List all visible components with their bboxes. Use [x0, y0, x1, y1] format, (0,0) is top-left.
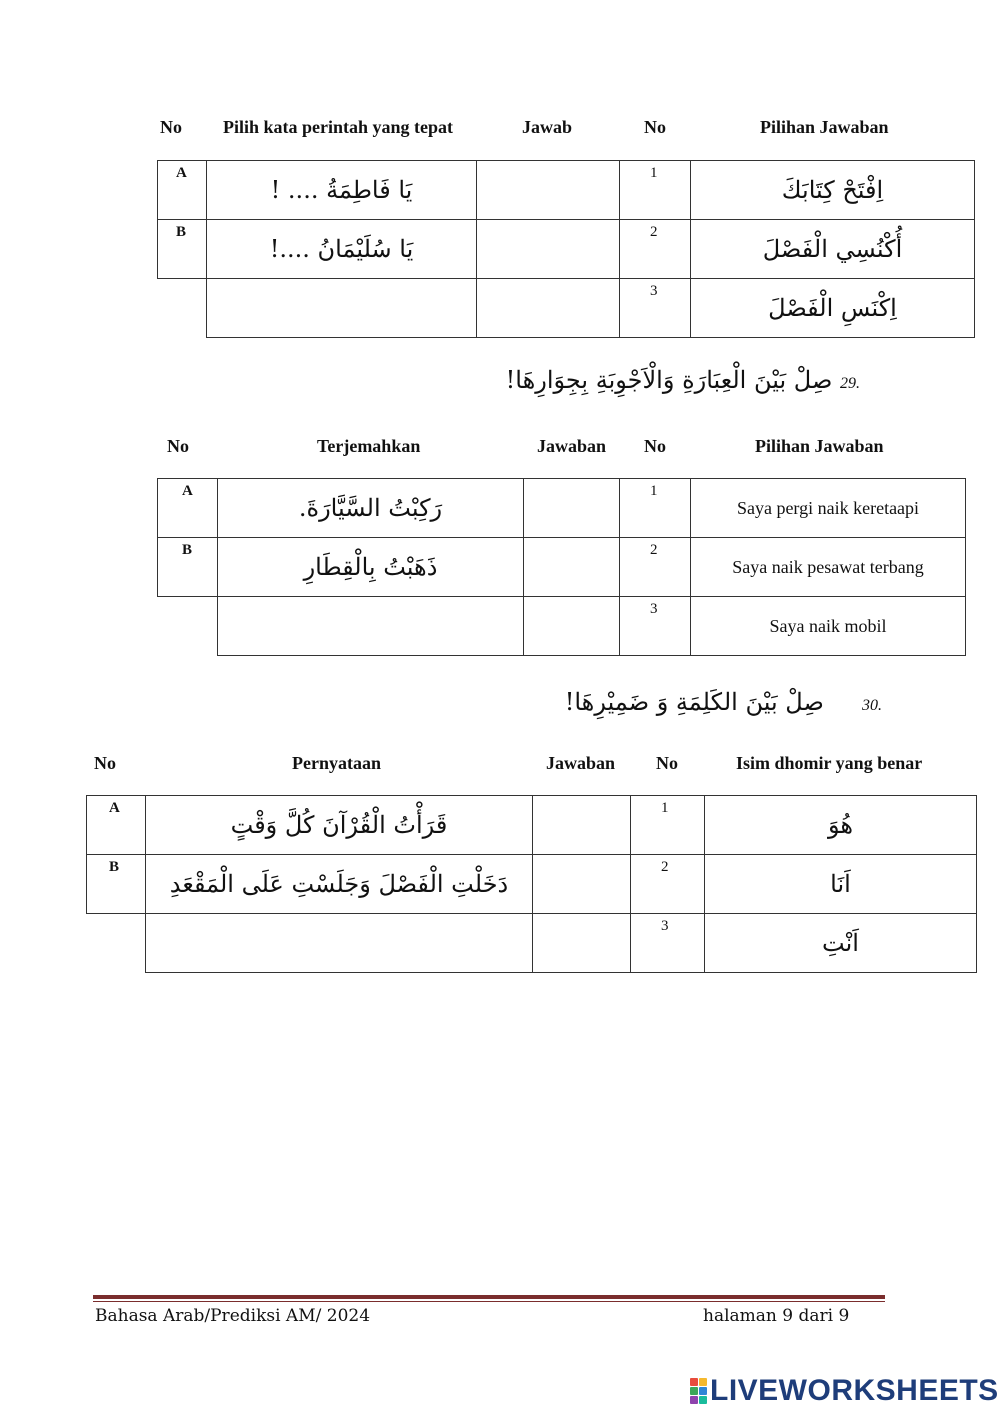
arabic-question: ذَهَبْتُ بِالْقِطَارِ — [303, 553, 438, 581]
answer-box[interactable] — [524, 479, 619, 537]
arabic-choice: أُكْنُسِي الْفَصْلَ — [762, 235, 903, 263]
table-row — [87, 796, 977, 855]
row-label: A — [182, 483, 193, 499]
s2-row-a-question-cell — [218, 479, 524, 538]
footer-divider — [93, 1295, 885, 1299]
choice-text: Saya naik mobil — [769, 615, 887, 636]
s3-instruction-text: صِلْ بَيْنَ الكَلِمَةِ وَ ضَمِيْرِهَا! — [564, 688, 824, 716]
s3-row-b-answer-field[interactable] — [533, 855, 631, 914]
s1-row-2-num-cell — [620, 220, 691, 279]
s2-row-a-label-cell — [158, 479, 218, 538]
s3-row-b-label-cell — [87, 855, 146, 914]
choice-number: 1 — [650, 165, 658, 181]
s2-row-3-choice-cell — [691, 597, 966, 656]
row-label: A — [176, 165, 187, 181]
s2-row-empty-question-cell — [218, 597, 524, 656]
choice-number: 3 — [650, 283, 658, 299]
row-label: A — [109, 800, 120, 816]
answer-box[interactable] — [533, 796, 630, 854]
s2-header-no2: No — [644, 436, 666, 456]
arabic-choice: اَنْتِ — [822, 929, 859, 957]
s2-row-2-num-cell — [620, 538, 691, 597]
s3-header-no: No — [94, 753, 116, 773]
s2-row-1-choice-cell — [691, 479, 966, 538]
s3-row-2-num-cell — [631, 855, 705, 914]
table-row — [87, 855, 977, 914]
s3-header-no2: No — [656, 753, 678, 773]
s2-row-b-question-cell — [218, 538, 524, 597]
table-row — [158, 220, 975, 279]
s1-header-question: Pilih kata perintah yang tepat — [223, 117, 454, 137]
s3-row-a-question-cell — [146, 796, 533, 855]
footer-page-number: halaman 9 dari 9 — [703, 1306, 850, 1326]
s3-header-choices: Isim dhomir yang benar — [736, 753, 923, 773]
s2-row-a-answer-field[interactable] — [524, 479, 620, 538]
logo-block — [699, 1396, 707, 1404]
logo-block — [699, 1387, 707, 1395]
s3-row-2-choice-cell — [705, 855, 977, 914]
s1-row-a-question-cell — [207, 161, 477, 220]
choice-number: 1 — [661, 800, 669, 816]
s1-row-a-label-cell — [158, 161, 207, 220]
s2-instruction — [506, 366, 860, 394]
table-row — [158, 538, 966, 597]
s2-question-number: .29 — [840, 375, 860, 392]
s1-row-b-question-cell — [207, 220, 477, 279]
s1-row-b-answer-field[interactable] — [477, 220, 620, 279]
s3-row-1-choice-cell — [705, 796, 977, 855]
s1-row-2-choice-cell — [691, 220, 975, 279]
s1-header-choices: Pilihan Jawaban — [760, 117, 889, 137]
row-label: B — [182, 542, 193, 558]
table-row — [158, 161, 975, 220]
arabic-choice: اَنَا — [830, 870, 851, 898]
row-label: B — [109, 859, 120, 875]
s1-row-empty-question-cell — [207, 279, 477, 338]
arabic-question: رَكِبْتُ السَّيَّارَةَ. — [298, 494, 443, 522]
choice-number: 3 — [661, 918, 669, 934]
s2-row-b-answer-field[interactable] — [524, 538, 620, 597]
choice-number: 2 — [650, 224, 658, 240]
s1-row-empty-answer-cell — [477, 279, 620, 338]
s3-row-3-choice-cell — [705, 914, 977, 973]
s3-row-empty-answer-cell — [533, 914, 631, 973]
s2-row-empty-answer-cell — [524, 597, 620, 656]
s2-row-3-num-cell — [620, 597, 691, 656]
logo-block — [690, 1387, 698, 1395]
s2-row-1-num-cell — [620, 479, 691, 538]
s2-row-empty-label-cell — [158, 597, 218, 656]
s3-row-a-label-cell — [87, 796, 146, 855]
choice-number: 1 — [650, 483, 658, 499]
choice-number: 2 — [650, 542, 658, 558]
logo-block — [690, 1396, 698, 1404]
s1-row-a-answer-field[interactable] — [477, 161, 620, 220]
s2-row-b-label-cell — [158, 538, 218, 597]
s3-question-number: .30 — [862, 697, 882, 714]
arabic-choice: هُوَ — [827, 811, 854, 839]
s2-header-question: Terjemahkan — [317, 436, 421, 456]
s1-row-3-num-cell — [620, 279, 691, 338]
s3-row-3-num-cell — [631, 914, 705, 973]
s1-row-3-choice-cell — [691, 279, 975, 338]
s2-row-2-choice-cell — [691, 538, 966, 597]
s1-row-empty-label-cell — [158, 279, 207, 338]
arabic-question: دَخَلْتِ الْفَصْلَ وَجَلَسْتِ عَلَى الْمَقْعَدِ — [169, 870, 509, 898]
choice-text: Saya pergi naik keretaapi — [736, 497, 920, 518]
table-row — [158, 597, 966, 656]
table-row — [158, 479, 966, 538]
logo-text: LIVEWORKSHEETS — [710, 1374, 999, 1407]
table-row — [87, 914, 977, 973]
logo-block — [690, 1378, 698, 1386]
arabic-question: يَا سُلَيْمَانُ ....! — [269, 235, 414, 263]
s2-header-no: No — [167, 436, 189, 456]
s3-header-question: Pernyataan — [292, 753, 381, 773]
answer-box[interactable] — [477, 220, 619, 278]
s3-row-a-answer-field[interactable] — [533, 796, 631, 855]
s2-header-answer: Jawaban — [537, 436, 607, 456]
logo-mark-icon — [690, 1378, 707, 1404]
s2-header-choices: Pilihan Jawaban — [755, 436, 884, 456]
choice-number: 3 — [650, 601, 658, 617]
s1-header-no: No — [160, 117, 182, 137]
s3-row-empty-label-cell — [87, 914, 146, 973]
s2-table — [157, 478, 966, 656]
answer-box[interactable] — [477, 161, 619, 219]
s1-row-1-num-cell — [620, 161, 691, 220]
logo-block — [699, 1378, 707, 1386]
footer-divider-thin — [93, 1301, 885, 1302]
arabic-choice: اِفْتَحْ كِتَابَكَ — [781, 176, 884, 204]
footer-left-text: Bahasa Arab/Prediksi AM/ 2024 — [95, 1306, 371, 1326]
table-row — [158, 279, 975, 338]
s2-instruction-text: صِلْ بَيْنَ الْعِبَارَةِ وَالْاَجْوِبَةِ بِجِوَارِهَا! — [505, 366, 833, 394]
choice-text: Saya naik pesawat terbang — [732, 556, 924, 577]
arabic-question: يَا فَاطِمَةُ .... ! — [270, 176, 413, 204]
choice-number: 2 — [661, 859, 669, 875]
s3-row-empty-question-cell — [146, 914, 533, 973]
arabic-choice: اِكْنَسِ الْفَصْلَ — [768, 294, 897, 322]
row-label: B — [176, 224, 187, 240]
s3-instruction — [565, 688, 882, 716]
s1-header-answer: Jawab — [522, 117, 573, 137]
s3-row-1-num-cell — [631, 796, 705, 855]
s1-row-b-label-cell — [158, 220, 207, 279]
s1-table — [157, 160, 975, 338]
s3-row-b-question-cell — [146, 855, 533, 914]
s3-header-answer: Jawaban — [546, 753, 616, 773]
s1-row-1-choice-cell — [691, 161, 975, 220]
arabic-question: قَرَأْتُ الْقُرْآنَ كُلَّ وَقْتٍ — [230, 811, 448, 839]
s3-table — [86, 795, 977, 973]
liveworksheets-logo[interactable] — [690, 1374, 999, 1408]
answer-box[interactable] — [524, 538, 619, 596]
s1-header-no2: No — [644, 117, 666, 137]
answer-box[interactable] — [533, 855, 630, 913]
